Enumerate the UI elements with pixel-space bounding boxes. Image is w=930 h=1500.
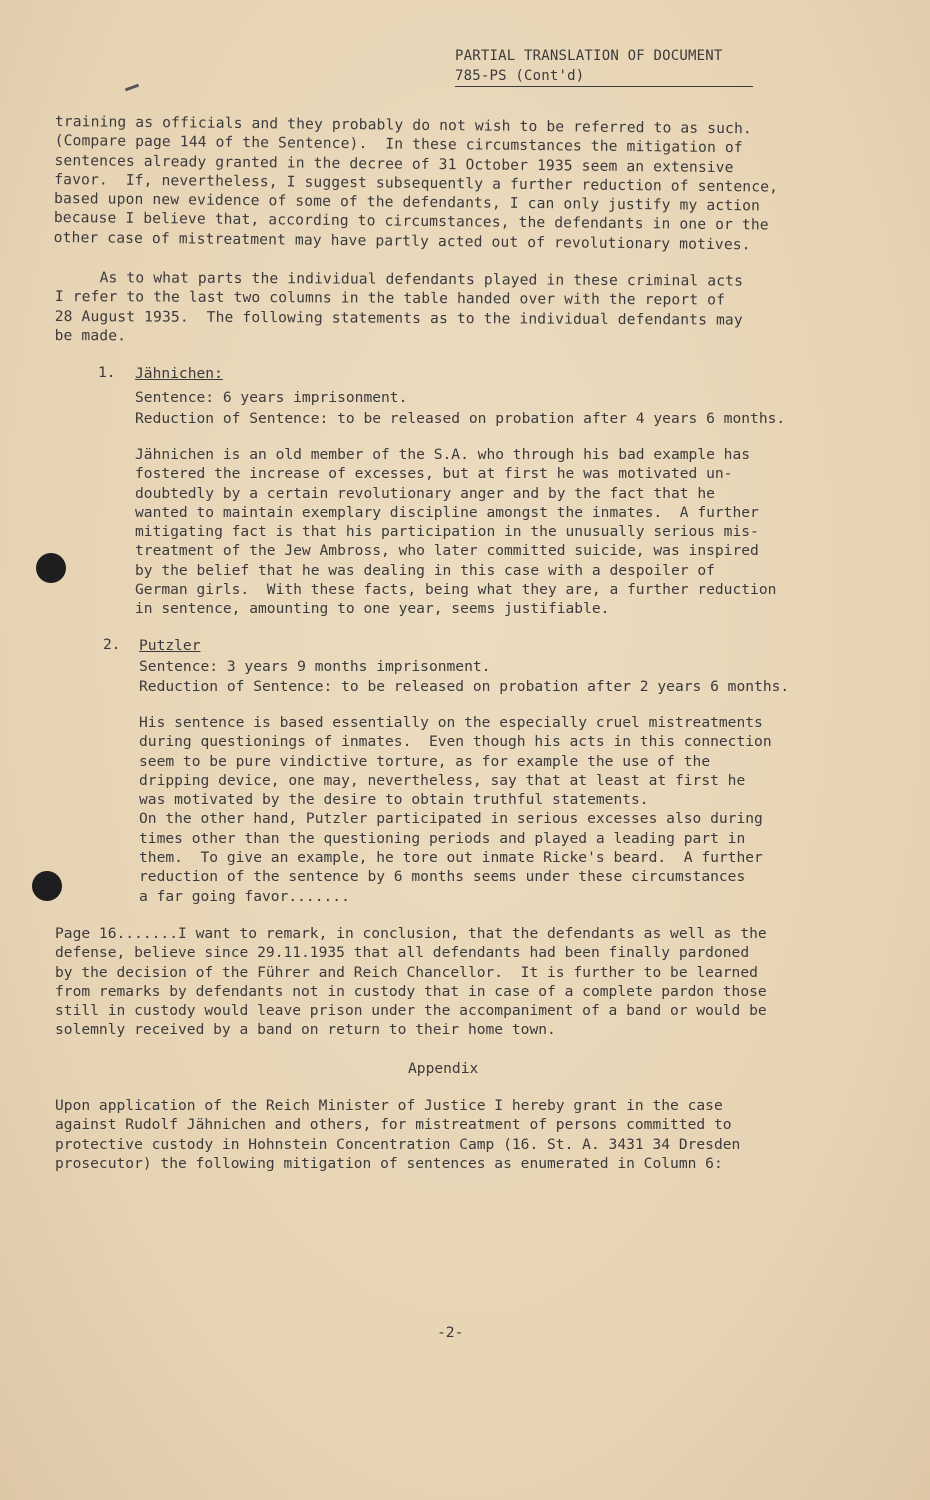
page16-paragraph: Page 16.......I want to remark, in conclusion, that the defendants as well as the defense, believe since 29.11.1935 that all defendants had been finally pardoned by the decision of the Führer and Reich Chancellor. It is further to be learned from remarks by defendants not in custody that in case of a complete pardon those still in custody would leave prison under the accompaniment of a band or would be solemnly received by a band on return to their home town.: [55, 925, 767, 1039]
defendant-statement: His sentence is based essentially on the especially cruel mistreatments during questionings of inmates. Even though his acts in this connection seem to be pure vindictive torture, as for example the use of the dripping device, one may, nevertheless, say that at least at first he was motivated by the desire to obtain truthful statements. On the other hand, Putzler participated in serious excesses also during times other than the questioning periods and played a leading part in them. To give an example, he tore out inmate Ricke's beard. A further reduction of the sentence by 6 months seems under these circumstances a far going favor.......: [139, 714, 772, 905]
document-title: PARTIAL TRANSLATION OF DOCUMENT: [455, 48, 723, 64]
intro-paragraph: training as officials and they probably do not wish to be referred to as such. (Compare page 144 of the Sentence). In these circumstances the mitigation of sentences already granted in the decree of 31 October 1935 seem an extensive favor. If, nevertheless, I suggest subsequently a further reduction of sentence, based upon new evidence of some of the defendants, I can only justify my action because I believe that, according to circumstances, the defendants in one or the other case of mistreatment may have partly acted out of revolutionary motives.: [53, 112, 779, 254]
page-number: -2-: [437, 1324, 464, 1341]
appendix-title: Appendix: [408, 1060, 479, 1077]
sentence-line: Sentence: 6 years imprisonment.: [135, 389, 408, 406]
reduction-line: Reduction of Sentence: to be released on probation after 2 years 6 months.: [139, 678, 790, 695]
defendant-statement: Jähnichen is an old member of the S.A. who through his bad example has fostered the increase of excesses, but at first he was motivated un- doubtedly by a certain revolutionary anger and by the fact that he wanted to maintain exemplary discipline amongst the inmates. A further mitigating fact is that his participation in the unusually serious mis- treatment of the Jew Ambross, who later committed suicide, was inspired by the belief that he was dealing in this case with a despoiler of German girls. With these facts, being what they are, a further reduction in sentence, amounting to one year, seems justifiable.: [135, 446, 777, 618]
reduction-line: Reduction of Sentence: to be released on probation after 4 years 6 months.: [135, 410, 786, 427]
appendix-text: Upon application of the Reich Minister of Justice I hereby grant in the case against Rudolf Jähnichen and others, for mistreatment of persons committed to protective custody in Hohnstein Concentration Camp (16. St. A. 3431 34 Dresden prosecutor) the following mitigation of sentences as enumerated in Column 6:: [55, 1097, 741, 1172]
defendant-name: Putzler: [139, 637, 201, 654]
defendant-name: Jähnichen:: [135, 365, 223, 382]
parts-paragraph: As to what parts the individual defendants played in these criminal acts I refer to the last two columns in the table handed over with the report of 28 August 1935. The following statements as to the individual defendants may be made.: [54, 269, 744, 345]
item-number: 1.: [98, 364, 116, 381]
document-header: [455, 46, 753, 87]
document-number: 785-PS (Cont'd): [455, 66, 753, 87]
sentence-line: Sentence: 3 years 9 months imprisonment.: [139, 658, 491, 675]
punch-hole: [36, 553, 66, 583]
item-number: 2.: [103, 636, 121, 653]
pen-mark: [125, 84, 139, 92]
punch-hole: [32, 871, 62, 901]
